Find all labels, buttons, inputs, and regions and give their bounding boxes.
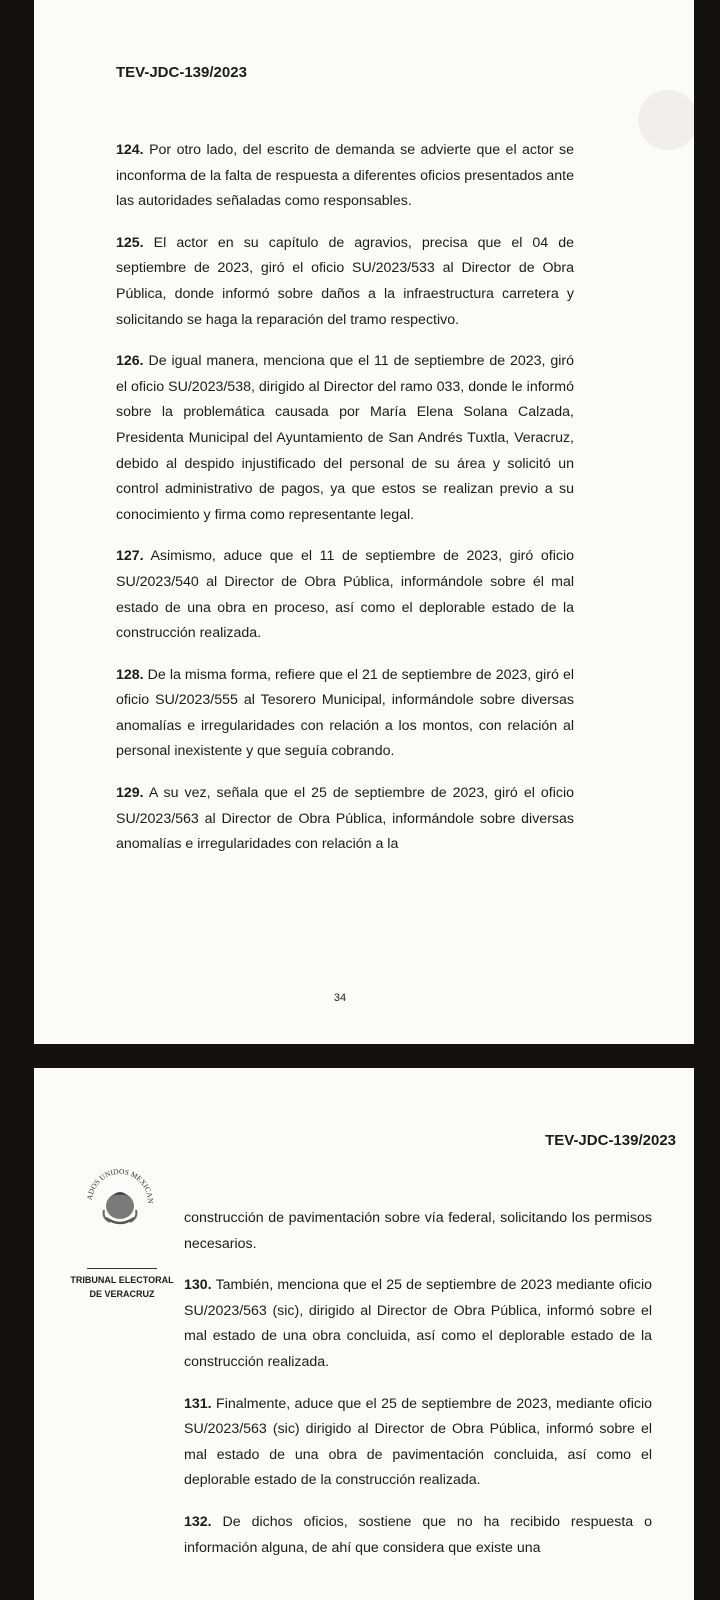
tribunal-line1: TRIBUNAL ELECTORAL [70,1275,174,1285]
paragraph-127 [116,544,574,646]
page-body [116,138,574,874]
paragraph-number: 126. [116,353,144,370]
case-number-header: TEV-JDC-139/2023 [116,64,247,81]
paragraph-text: A su vez, señala que el 25 de septiembre de 2023, giró el oficio SU/2023/563 al Director de Obra Pública, informándole sobre diversas anomalías e irregularidades con relación a la [116,785,574,853]
paragraph-number: 128. [116,666,144,683]
paragraph-125 [116,231,574,333]
national-seal [80,1158,160,1238]
paragraph-text: De igual manera, menciona que el 11 de septiembre de 2023, giró el oficio SU/2023/538, dirigido al Director del ramo 033, donde le informó sobre la problemática causada por María Elena Solana Calzada, Presidenta Municipal del Ayuntamiento de San Andrés Tuxtla, Veracruz, debido al despido injustificado del personal de su área y solicitó un control administrativo de pagos, ya que estos se realizan previo a su conocimiento y firma como representante legal. [116,353,574,523]
paragraph-126 [116,349,574,528]
paragraph-128 [116,663,574,765]
paragraph-text: Asimismo, aduce que el 11 de septiembre de 2023, giró oficio SU/2023/540 al Director de Obra Pública, informándole sobre él mal estado de una obra en proceso, así como el deplorable estado de la construcción realizada. [116,548,574,642]
tribunal-label [62,1268,182,1301]
paragraph-text: Finalmente, aduce que el 25 de septiembre de 2023, mediante oficio SU/2023/563 (sic) dirigido al Director de Obra Pública, informó sobre el mal estado de una obra de pavimentación concluida, así como el deplorable estado de la construcción realizada. [184,1395,652,1489]
continuation-text: construcción de pavimentación sobre vía federal, solicitando los permisos necesarios. [184,1210,652,1252]
paragraph-number: 132. [184,1513,212,1530]
paragraph-number: 130. [184,1277,212,1294]
paragraph-text: También, menciona que el 25 de septiembre de 2023 mediante oficio SU/2023/563 (sic), dirigido al Director de Obra Pública, informó sobre el mal estado de una obra concluida, así como el deplorable estado de la construcción realizada. [184,1277,652,1370]
tribunal-line2: DE VERACRUZ [89,1289,155,1299]
paragraph-number: 125. [116,234,144,251]
seal-text: ADOS UNIDOS MEXICAN [85,1166,156,1204]
page-number: 34 [333,992,347,1004]
document-page-35 [34,1068,694,1600]
case-number-header: TEV-JDC-139/2023 [545,1132,676,1149]
paragraph-number: 124. [116,142,144,158]
paragraph-132 [184,1510,652,1561]
page-body [184,1206,652,1577]
paragraph-number: 127. [116,548,144,565]
paragraph-text: Por otro lado, del escrito de demanda se advierte que el actor se inconforma de la falta de respuesta a diferentes oficios presentados ante las autoridades señaladas como responsables. [116,142,574,210]
paragraph-text: De la misma forma, refiere que el 21 de septiembre de 2023, giró el oficio SU/2023/555 al Tesorero Municipal, informándole sobre diversas anomalías e irregularidades con relación a los montos, con relación al personal inexistente y que seguía cobrando. [116,666,574,760]
paragraph-129 [116,781,574,858]
paragraph-text: El actor en su capítulo de agravios, precisa que el 04 de septiembre de 2023, giró el oficio SU/2023/533 al Director de Obra Pública, donde informó sobre daños a la infraestructura carretera y solicitando se haga la reparación del tramo respectivo. [116,234,574,328]
paragraph-130 [184,1273,652,1375]
paragraph-number: 129. [116,785,144,802]
paragraph-124 [116,138,574,215]
paragraph-131 [184,1392,652,1494]
watermark-seal [638,90,694,150]
paragraph-text: De dichos oficios, sostiene que no ha recibido respuesta o información alguna, de ahí que considera que existe una [184,1513,652,1556]
paragraph-number: 131. [184,1395,212,1412]
document-page-34 [34,0,694,1044]
